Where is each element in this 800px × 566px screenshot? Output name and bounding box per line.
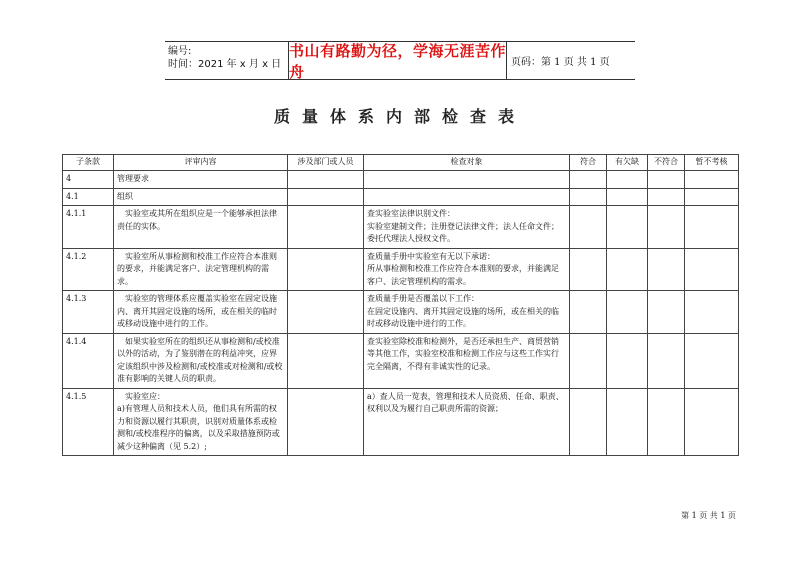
not-assessed-cell bbox=[685, 333, 739, 388]
dept-cell bbox=[288, 291, 364, 334]
conform-cell bbox=[570, 171, 607, 189]
nonconform-cell bbox=[648, 248, 685, 291]
number-label: 编号: bbox=[168, 46, 192, 57]
col-dept: 涉及部门或人员 bbox=[288, 155, 364, 171]
header-meta bbox=[165, 42, 289, 79]
document-title: 质量体系内部检查表 bbox=[273, 107, 526, 126]
content-cell: 实验室应： a)有管理人员和技术人员，他们具有所需的权力和资源以履行其职责，识别对质量体系或检测和/或校准程序的偏离，以及采取措施预防或减少这种偏离（见 5.2）; bbox=[114, 388, 288, 456]
dept-cell bbox=[288, 248, 364, 291]
conform-cell bbox=[570, 206, 607, 249]
conform-cell bbox=[570, 333, 607, 388]
clause-cell: 4.1.5 bbox=[63, 388, 114, 456]
deficient-cell bbox=[607, 333, 648, 388]
dept-cell bbox=[288, 206, 364, 249]
object-cell: 查实验室法律识别文件： 实验室建制文件；注册登记法律文件；法人任命文件；委托代理法人授权文件。 bbox=[364, 206, 570, 249]
not-assessed-cell bbox=[685, 291, 739, 334]
content-cell: 实验室所从事检测和校准工作应符合本准则的要求，并能满足客户、法定管理机构的需求。 bbox=[114, 248, 288, 291]
dept-cell bbox=[288, 171, 364, 189]
content-cell: 实验室或其所在组织应是一个能够承担法律责任的实体。 bbox=[114, 206, 288, 249]
content-cell: 管理要求 bbox=[114, 171, 288, 189]
deficient-cell bbox=[607, 206, 648, 249]
table-row bbox=[63, 206, 739, 249]
object-cell: 查质量手册中实验室有无以下承诺： 所从事检测和校准工作应符合本准则的要求，并能满足客户、法定管理机构的需求。 bbox=[364, 248, 570, 291]
content-cell: 组织 bbox=[114, 188, 288, 206]
clause-cell: 4.1.2 bbox=[63, 248, 114, 291]
object-cell bbox=[364, 188, 570, 206]
nonconform-cell bbox=[648, 188, 685, 206]
header-slogan: 书山有路勤为径，学海无涯苦作舟 bbox=[289, 41, 507, 81]
nonconform-cell bbox=[648, 171, 685, 189]
clause-cell: 4 bbox=[63, 171, 114, 189]
clause-cell: 4.1.1 bbox=[63, 206, 114, 249]
deficient-cell bbox=[607, 388, 648, 456]
content-cell: 实验室的管理体系应覆盖实验室在固定设施内、离开其固定设施的场所，或在相关的临时或移动设施中进行的工作。 bbox=[114, 291, 288, 334]
clause-cell: 4.1.4 bbox=[63, 333, 114, 388]
not-assessed-cell bbox=[685, 188, 739, 206]
nonconform-cell bbox=[648, 333, 685, 388]
conform-cell bbox=[570, 388, 607, 456]
document-header bbox=[165, 41, 635, 80]
nonconform-cell bbox=[648, 206, 685, 249]
col-conform: 符合 bbox=[570, 155, 607, 171]
deficient-cell bbox=[607, 248, 648, 291]
col-object: 检查对象 bbox=[364, 155, 570, 171]
conform-cell bbox=[570, 248, 607, 291]
col-deficient: 有欠缺 bbox=[607, 155, 648, 171]
table-row bbox=[63, 291, 739, 334]
dept-cell bbox=[288, 188, 364, 206]
deficient-cell bbox=[607, 171, 648, 189]
conform-cell bbox=[570, 188, 607, 206]
page-footer: 第 1 页 共 1 页 bbox=[681, 511, 736, 520]
col-not-assessed: 暂不考核 bbox=[685, 155, 739, 171]
col-clause: 子条款 bbox=[63, 155, 114, 171]
clause-cell: 4.1.3 bbox=[63, 291, 114, 334]
time-label: 时间：2021 年 x 月 x 日 bbox=[168, 59, 282, 70]
table-row bbox=[63, 388, 739, 456]
table-header-row bbox=[63, 155, 739, 171]
table-row bbox=[63, 171, 739, 189]
table-row bbox=[63, 188, 739, 206]
not-assessed-cell bbox=[685, 206, 739, 249]
header-page-info: 页码：第 1 页 共 1 页 bbox=[511, 57, 610, 68]
not-assessed-cell bbox=[685, 248, 739, 291]
nonconform-cell bbox=[648, 388, 685, 456]
object-cell: a）查人员一览表，管理和技术人员资质、任命、职责、权利以及为履行自己职责所需的资源； bbox=[364, 388, 570, 456]
object-cell: 查实验室除校准和检测外，是否还承担生产、商贸营销等其他工作，实验室校准和检测工作应与这些工作实行完全隔离，不得有非诚实性的记录。 bbox=[364, 333, 570, 388]
deficient-cell bbox=[607, 291, 648, 334]
dept-cell bbox=[288, 388, 364, 456]
nonconform-cell bbox=[648, 291, 685, 334]
deficient-cell bbox=[607, 188, 648, 206]
not-assessed-cell bbox=[685, 388, 739, 456]
table-row bbox=[63, 248, 739, 291]
content-cell: 如果实验室所在的组织还从事检测和/或校准以外的活动，为了鉴别潜在的利益冲突，应界定该组织中涉及检测和/或校准或对检测和/或校准有影响的关键人员的职责。 bbox=[114, 333, 288, 388]
dept-cell bbox=[288, 333, 364, 388]
conform-cell bbox=[570, 291, 607, 334]
col-content: 评审内容 bbox=[114, 155, 288, 171]
clause-cell: 4.1 bbox=[63, 188, 114, 206]
inspection-table bbox=[62, 154, 739, 456]
not-assessed-cell bbox=[685, 171, 739, 189]
table-row bbox=[63, 333, 739, 388]
object-cell: 查质量手册是否覆盖以下工作： 在固定设施内、离开其固定设施的场所，或在相关的临时或移动设施中进行的工作。 bbox=[364, 291, 570, 334]
col-nonconform: 不符合 bbox=[648, 155, 685, 171]
object-cell bbox=[364, 171, 570, 189]
